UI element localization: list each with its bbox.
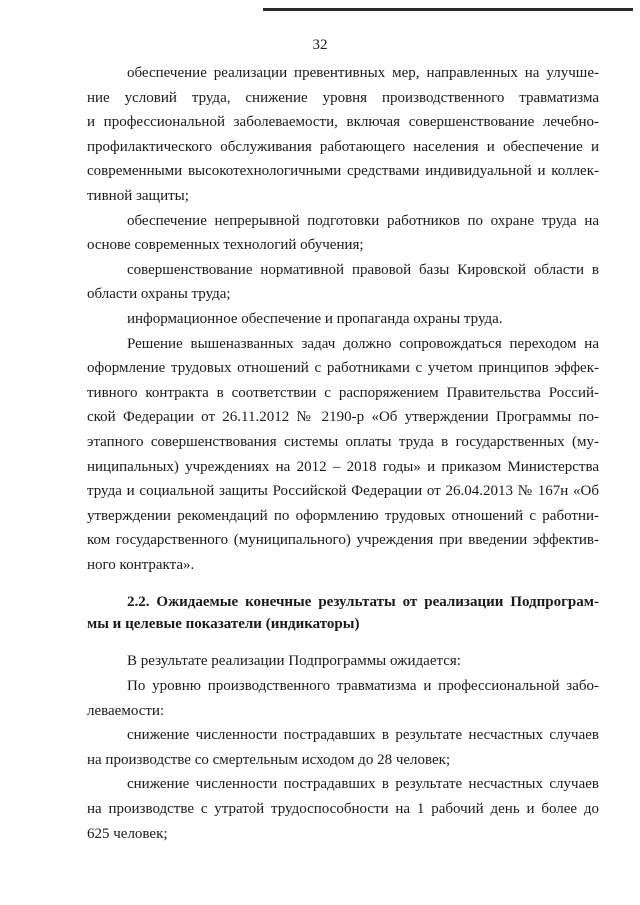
text-line: По уровню производственного травматизма и профессиональной забо- [127, 678, 599, 695]
text-line: ком государственного (муниципального) учреждения при введении эффектив- [87, 532, 599, 549]
text-line: тивной защиты; [87, 187, 189, 204]
paragraph-training [87, 209, 599, 258]
text-line: леваемости: [87, 702, 165, 719]
text-line: этапного совершенствования системы оплаты труда в государственных (му- [87, 433, 599, 450]
text-line: на производстве с утратой трудоспособности на 1 рабочий день и более до [87, 801, 599, 818]
paragraph-legal-base [87, 258, 599, 307]
paragraph-expected [87, 649, 599, 674]
text-line: ниципальных) учреждениях на 2012 – 2018 годы» и приказом Министерства [87, 458, 599, 475]
page-number: 32 [312, 37, 328, 53]
text-line: оформление трудовых отношений с работниками с учетом принципов эффек- [87, 360, 599, 377]
spacer [87, 635, 599, 649]
text-line: основе современных технологий обучения; [87, 237, 364, 254]
paragraph-preventive-measures [87, 61, 599, 209]
text-line: информационное обеспечение и пропаганда охраны труда. [127, 310, 503, 327]
text-line: 625 человек; [87, 825, 168, 842]
text-line: и профессиональной заболеваемости, включая совершенствование лечебно- [87, 114, 599, 131]
text-line: современными высокотехнологичными средствами индивидуальной и коллек- [87, 163, 599, 180]
text-line: труда и социальной защиты Российской Федерации от 26.04.2013 № 167н «Об [87, 483, 599, 500]
text-line: снижение численности пострадавших в результате несчастных случаев [127, 776, 599, 793]
paragraph-effective-contract [87, 332, 599, 578]
text-line: ного контракта». [87, 556, 195, 573]
text-line: совершенствование нормативной правовой базы Кировской области в [127, 261, 599, 278]
text-line: ние условий труда, снижение уровня производственного травматизма [87, 89, 599, 106]
text-line: обеспечение реализации превентивных мер, направленных на улучше- [127, 65, 599, 81]
text-line: утверждении рекомендаций по оформлению трудовых отношений с работни- [87, 507, 599, 524]
text-line: снижение численности пострадавших в результате несчастных случаев [127, 727, 599, 744]
text-line: тивного контракта в соответствии с распоряжением Правительства Россий- [87, 384, 599, 401]
paragraph-information [87, 307, 599, 332]
top-rule [263, 8, 633, 11]
paragraph-disability-reduction [87, 772, 599, 846]
text-line: Решение вышеназванных задач должно сопровождаться переходом на [127, 335, 599, 352]
paragraph-fatal-reduction [87, 723, 599, 772]
text-line: В результате реализации Подпрограммы ожидается: [127, 653, 461, 670]
heading-line: мы и целевые показатели (индикаторы) [87, 616, 360, 633]
text-line: на производстве со смертельным исходом до 28 человек; [87, 751, 451, 768]
spacer [87, 577, 599, 591]
text-line: области охраны труда; [87, 286, 231, 303]
heading-line: 2.2. Ожидаемые конечные результаты от реализации Подпрограм- [127, 594, 599, 611]
text-line: ской Федерации от 26.11.2012 № 2190-р «Об утверждении Программы по- [87, 409, 599, 426]
section-heading [87, 591, 599, 635]
text-line: обеспечение непрерывной подготовки работников по охране труда на [127, 212, 599, 229]
page-body [87, 61, 599, 846]
paragraph-injury-level [87, 674, 599, 723]
text-line: профилактического обслуживания работающего населения и обеспечение и [87, 138, 599, 155]
